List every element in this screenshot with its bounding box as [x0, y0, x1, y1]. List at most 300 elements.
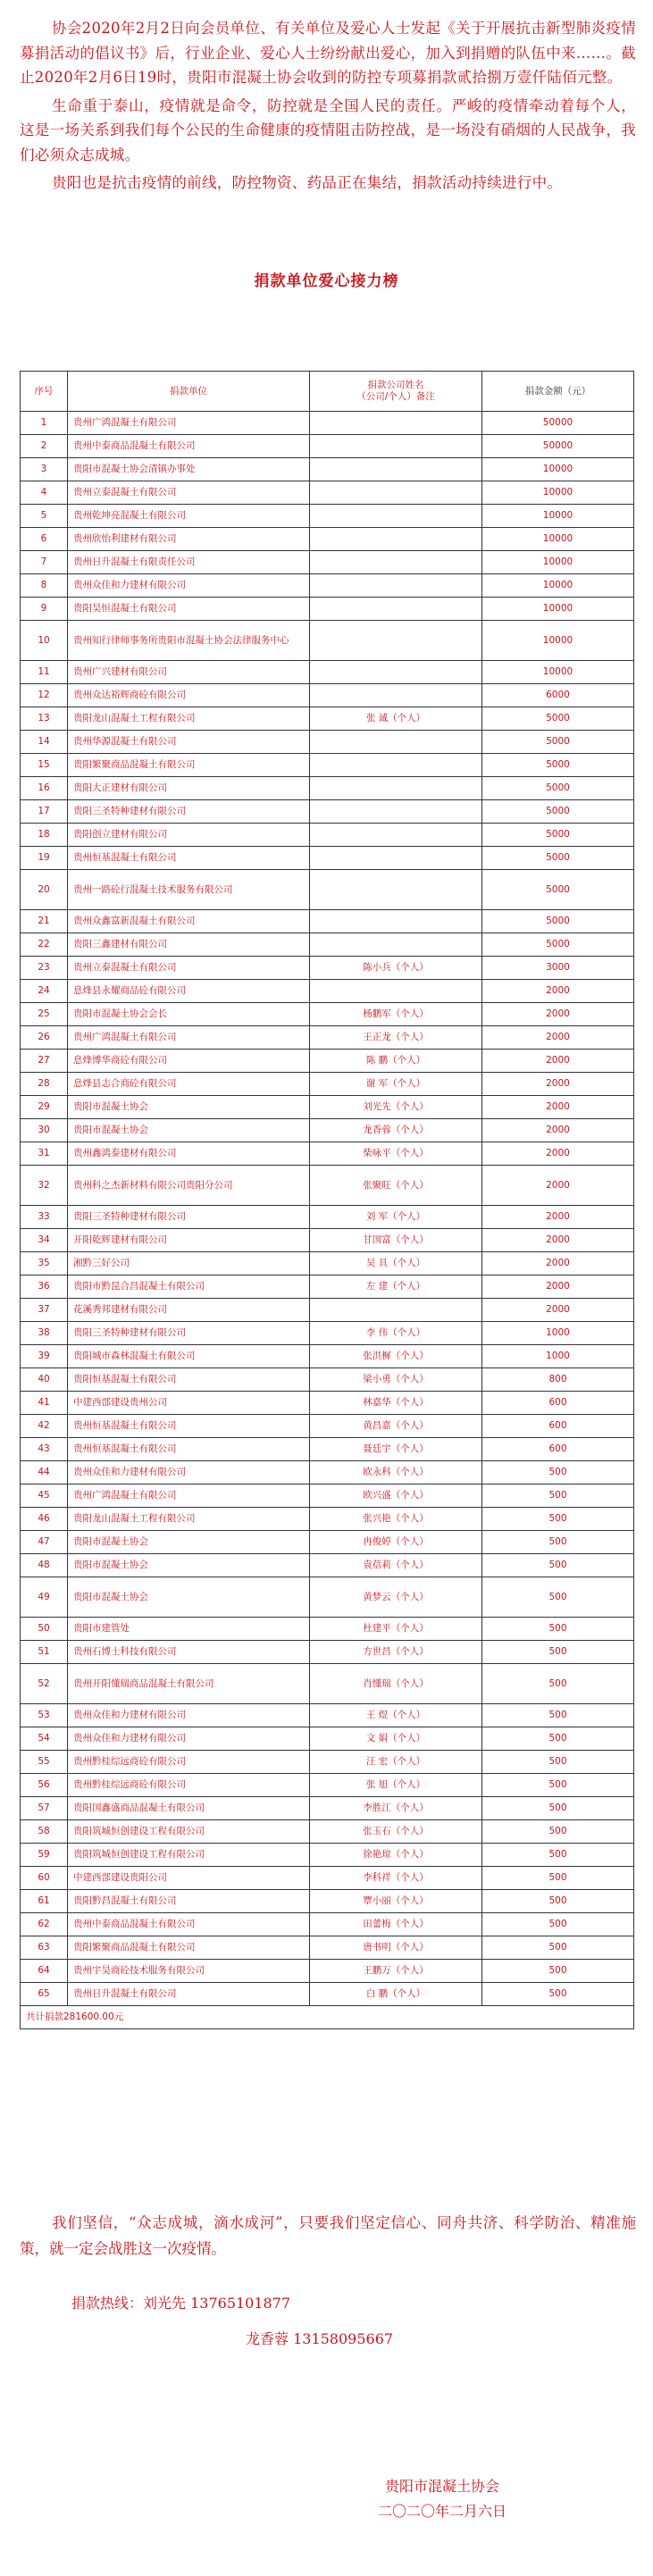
signature-date: 二〇二〇年二月六日: [377, 2503, 506, 2520]
row-donor-person: 陈小兵（个人）: [310, 957, 482, 980]
row-number: 23: [21, 957, 68, 980]
row-amount: 2000: [482, 1073, 634, 1096]
table-row: [21, 754, 634, 777]
row-donor-unit: 贵阳市混凝土协会会长: [68, 1003, 310, 1026]
table-row: [21, 933, 634, 957]
row-amount: 2000: [482, 1119, 634, 1142]
table-row: [21, 1415, 634, 1438]
row-number: 2: [21, 435, 68, 458]
row-donor-person: 陈 鹏（个人）: [310, 1050, 482, 1073]
row-donor-unit: 息烽县永耀商品砼有限公司: [68, 980, 310, 1003]
row-donor-unit: 息烽博华商砼有限公司: [68, 1050, 310, 1073]
table-row: [21, 1867, 634, 1890]
table-total-row: [21, 2006, 634, 2029]
row-number: 5: [21, 505, 68, 528]
row-amount: 5000: [482, 707, 634, 731]
row-donor-person: 林嘉华（个人）: [310, 1392, 482, 1415]
row-amount: 500: [482, 1751, 634, 1774]
row-donor-person: 李 伟（个人）: [310, 1322, 482, 1345]
row-amount: 2000: [482, 980, 634, 1003]
table-row: [21, 1322, 634, 1345]
row-donor-unit: 贵州广鸿混凝土有限公司: [68, 1485, 310, 1508]
signature-block: [353, 2474, 532, 2524]
row-donor-person: [310, 870, 482, 910]
row-amount: 5000: [482, 824, 634, 847]
row-donor-unit: 贵阳筑城恒创建设工程有限公司: [68, 1820, 310, 1844]
row-amount: 500: [482, 1797, 634, 1820]
row-number: 55: [21, 1751, 68, 1774]
row-amount: 500: [482, 1508, 634, 1531]
row-donor-unit: 贵阳三鑫建材有限公司: [68, 933, 310, 957]
row-amount: 500: [482, 1890, 634, 1913]
row-donor-unit: 贵州知行律师事务所贵阳市混凝土协会法律服务中心: [68, 621, 310, 661]
row-donor-person: 汪 宏（个人）: [310, 1751, 482, 1774]
row-donor-person: 谢 军（个人）: [310, 1073, 482, 1096]
row-amount: 2000: [482, 1003, 634, 1026]
row-amount: 2000: [482, 1142, 634, 1166]
hotline-contact-1: 刘光先 13765101877: [143, 2295, 291, 2312]
row-donor-person: 张洪樨（个人）: [310, 1345, 482, 1368]
row-donor-unit: 贵州宇昊商砼技术服务有限公司: [68, 1960, 310, 1983]
row-donor-person: [310, 777, 482, 800]
row-number: 49: [21, 1577, 68, 1618]
table-row: [21, 1206, 634, 1229]
row-number: 18: [21, 824, 68, 847]
row-number: 9: [21, 598, 68, 621]
row-amount: 500: [482, 1913, 634, 1936]
row-donor-unit: 贵州黔桂综远商砼有限公司: [68, 1751, 310, 1774]
row-number: 64: [21, 1960, 68, 1983]
row-number: 43: [21, 1438, 68, 1461]
table-row: [21, 1252, 634, 1275]
row-donor-person: [310, 824, 482, 847]
row-number: 19: [21, 847, 68, 870]
row-donor-unit: 贵阳市混凝土协会: [68, 1531, 310, 1554]
row-amount: 2000: [482, 1026, 634, 1050]
row-donor-unit: 贵州恒基混凝土有限公司: [68, 1438, 310, 1461]
row-number: 27: [21, 1050, 68, 1073]
row-donor-person: 欧永科（个人）: [310, 1461, 482, 1485]
row-donor-unit: 贵阳繁聚商品混凝土有限公司: [68, 1936, 310, 1960]
row-number: 4: [21, 481, 68, 505]
row-donor-person: 王 煜（个人）: [310, 1704, 482, 1727]
table-row: [21, 1727, 634, 1751]
row-donor-unit: 贵州一路砼行混凝土技术服务有限公司: [68, 870, 310, 910]
row-donor-person: 冉俊婷（个人）: [310, 1531, 482, 1554]
table-row: [21, 1983, 634, 2006]
row-amount: 10000: [482, 551, 634, 574]
row-amount: 500: [482, 1664, 634, 1704]
hotline-contact-2: 龙香蓉 13158095667: [246, 2330, 394, 2347]
table-row: [21, 1166, 634, 1206]
table-row: [21, 481, 634, 505]
header-person-line1: 捐款公司姓名: [367, 380, 424, 390]
row-donor-unit: 贵州欣怡利建材有限公司: [68, 528, 310, 551]
row-donor-unit: 贵阳国鑫盛商品混凝土有限公司: [68, 1797, 310, 1820]
row-number: 12: [21, 684, 68, 707]
donation-table: [20, 371, 634, 2029]
row-donor-person: [310, 754, 482, 777]
row-donor-person: [310, 731, 482, 754]
table-title: 捐款单位爱心接力榜: [254, 272, 399, 290]
row-donor-person: 白 鹏（个人）: [310, 1983, 482, 2006]
row-donor-person: 聂廷宇（个人）: [310, 1438, 482, 1461]
table-row: [21, 528, 634, 551]
row-number: 25: [21, 1003, 68, 1026]
row-donor-person: 张玉石（个人）: [310, 1820, 482, 1844]
table-row: [21, 957, 634, 980]
row-donor-unit: 贵州鑫鸿泰建材有限公司: [68, 1142, 310, 1166]
row-number: 62: [21, 1913, 68, 1936]
table-row: [21, 1142, 634, 1166]
row-amount: 1000: [482, 1322, 634, 1345]
row-number: 48: [21, 1554, 68, 1577]
row-amount: 2000: [482, 1275, 634, 1299]
row-number: 16: [21, 777, 68, 800]
row-donor-person: 袁蓓莉（个人）: [310, 1554, 482, 1577]
row-amount: 5000: [482, 870, 634, 910]
row-number: 26: [21, 1026, 68, 1050]
row-amount: 2000: [482, 1206, 634, 1229]
header-amount: 捐款金额（元）: [482, 372, 634, 412]
row-donor-unit: 贵州黔桂综远商砼有限公司: [68, 1774, 310, 1797]
row-donor-unit: 中建西部建设贵阳公司: [68, 1867, 310, 1890]
table-row: [21, 1003, 634, 1026]
row-amount: 500: [482, 1867, 634, 1890]
table-row: [21, 870, 634, 910]
intro-paragraph-3: 贵阳也是抗击疫情的前线，防控物资、药品正在集结，捐款活动持续进行中。: [52, 174, 563, 191]
row-amount: 5000: [482, 754, 634, 777]
row-donor-unit: 贵州广鸿混凝土有限公司: [68, 1026, 310, 1050]
table-row: [21, 621, 634, 661]
row-amount: 10000: [482, 505, 634, 528]
row-donor-person: 张 旭（个人）: [310, 1774, 482, 1797]
row-donor-person: 覃小丽（个人）: [310, 1890, 482, 1913]
row-amount: 500: [482, 1774, 634, 1797]
row-donor-person: 刘 军（个人）: [310, 1206, 482, 1229]
row-amount: 500: [482, 1485, 634, 1508]
row-amount: 3000: [482, 957, 634, 980]
row-donor-person: [310, 505, 482, 528]
row-amount: 6000: [482, 684, 634, 707]
total-amount: 共计捐款281600.00元: [21, 2006, 634, 2029]
row-number: 46: [21, 1508, 68, 1531]
table-row: [21, 574, 634, 598]
closing-text: 我们坚信，“众志成城，滴水成河”，只要我们坚定信心、同舟共济、科学防治、精准施策，就一定会战胜这一次疫情。: [20, 2214, 636, 2257]
row-number: 22: [21, 933, 68, 957]
table-row: [21, 1392, 634, 1415]
row-amount: 2000: [482, 1229, 634, 1252]
row-donor-person: 肖懂瑞（个人）: [310, 1664, 482, 1704]
row-donor-unit: 贵州中泰商品混凝土有限公司: [68, 1913, 310, 1936]
table-row: [21, 598, 634, 621]
table-row: [21, 412, 634, 435]
row-amount: 500: [482, 1960, 634, 1983]
table-row: [21, 1844, 634, 1867]
row-donor-unit: 贵州恒基混凝土有限公司: [68, 847, 310, 870]
row-donor-unit: 贵阳龙山混凝土工程有限公司: [68, 707, 310, 731]
table-row: [21, 1664, 634, 1704]
row-donor-person: [310, 1299, 482, 1322]
table-row: [21, 1890, 634, 1913]
table-row: [21, 1960, 634, 1983]
row-donor-person: [310, 598, 482, 621]
row-donor-unit: 贵州恒基混凝土有限公司: [68, 1415, 310, 1438]
row-number: 63: [21, 1936, 68, 1960]
row-number: 36: [21, 1275, 68, 1299]
row-donor-person: 刘光先（个人）: [310, 1096, 482, 1119]
row-donor-unit: 贵阳三圣特种建材有限公司: [68, 1322, 310, 1345]
row-number: 56: [21, 1774, 68, 1797]
row-donor-person: 王正龙（个人）: [310, 1026, 482, 1050]
table-row: [21, 1751, 634, 1774]
row-donor-unit: 贵阳城市森林混凝土有限公司: [68, 1345, 310, 1368]
row-donor-person: [310, 980, 482, 1003]
table-row: [21, 1026, 634, 1050]
row-donor-person: [310, 800, 482, 824]
row-amount: 500: [482, 1618, 634, 1641]
row-number: 34: [21, 1229, 68, 1252]
row-donor-person: [310, 481, 482, 505]
table-row: [21, 1485, 634, 1508]
table-header-row: [21, 372, 634, 412]
row-donor-unit: 贵州石博士科技有限公司: [68, 1641, 310, 1664]
row-number: 21: [21, 910, 68, 933]
table-row: [21, 1073, 634, 1096]
row-amount: 500: [482, 1461, 634, 1485]
row-number: 11: [21, 661, 68, 684]
table-row: [21, 1820, 634, 1844]
row-donor-person: [310, 684, 482, 707]
row-donor-person: [310, 910, 482, 933]
row-donor-unit: 贵阳市混凝土协会: [68, 1096, 310, 1119]
row-number: 28: [21, 1073, 68, 1096]
row-amount: 500: [482, 1727, 634, 1751]
row-donor-unit: 花溪秀邦建材有限公司: [68, 1299, 310, 1322]
row-donor-unit: 贵州立泰混凝土有限公司: [68, 957, 310, 980]
row-donor-unit: 贵州华源混凝土有限公司: [68, 731, 310, 754]
row-donor-person: 吴 具（个人）: [310, 1252, 482, 1275]
row-number: 61: [21, 1890, 68, 1913]
row-donor-person: 张聚旺（个人）: [310, 1166, 482, 1206]
row-donor-person: 梁小勇（个人）: [310, 1368, 482, 1392]
row-amount: 10000: [482, 661, 634, 684]
table-row: [21, 1345, 634, 1368]
row-donor-unit: 开阳乾辉建材有限公司: [68, 1229, 310, 1252]
row-amount: 5000: [482, 777, 634, 800]
row-amount: 5000: [482, 910, 634, 933]
table-row: [21, 661, 634, 684]
row-donor-person: 文 娟（个人）: [310, 1727, 482, 1751]
row-donor-unit: 贵州众佳和力建材有限公司: [68, 1727, 310, 1751]
row-number: 51: [21, 1641, 68, 1664]
row-amount: 500: [482, 1983, 634, 2006]
row-donor-person: 左 建（个人）: [310, 1275, 482, 1299]
row-donor-person: [310, 435, 482, 458]
row-number: 58: [21, 1820, 68, 1844]
row-number: 42: [21, 1415, 68, 1438]
row-number: 38: [21, 1322, 68, 1345]
table-row: [21, 777, 634, 800]
signature-org: 贵阳市混凝土协会: [384, 2478, 499, 2495]
row-number: 29: [21, 1096, 68, 1119]
row-number: 40: [21, 1368, 68, 1392]
row-donor-person: 龙香蓉（个人）: [310, 1119, 482, 1142]
row-amount: 5000: [482, 731, 634, 754]
table-row: [21, 980, 634, 1003]
table-row: [21, 435, 634, 458]
row-donor-unit: 贵州众达裕辉商砼有限公司: [68, 684, 310, 707]
row-donor-person: 田蕾梅（个人）: [310, 1913, 482, 1936]
row-amount: 500: [482, 1820, 634, 1844]
table-row: [21, 1531, 634, 1554]
row-donor-unit: 贵阳三圣特种建材有限公司: [68, 1206, 310, 1229]
row-amount: 10000: [482, 458, 634, 481]
row-amount: 2000: [482, 1050, 634, 1073]
row-donor-unit: 贵州科之杰新材料有限公司贵阳分公司: [68, 1166, 310, 1206]
row-donor-unit: 贵州日升混凝土有限公司: [68, 1983, 310, 2006]
intro-section: [20, 16, 636, 199]
row-amount: 5000: [482, 933, 634, 957]
row-number: 50: [21, 1618, 68, 1641]
row-donor-unit: 贵阳恒基混凝土有限公司: [68, 1368, 310, 1392]
row-donor-person: 王鹏万（个人）: [310, 1960, 482, 1983]
row-number: 32: [21, 1166, 68, 1206]
table-row: [21, 847, 634, 870]
row-donor-unit: 贵州众佳和力建材有限公司: [68, 1461, 310, 1485]
table-row: [21, 1577, 634, 1618]
row-donor-unit: 贵阳创立建材有限公司: [68, 824, 310, 847]
row-donor-person: 徐艳琼（个人）: [310, 1844, 482, 1867]
row-number: 44: [21, 1461, 68, 1485]
row-amount: 50000: [482, 435, 634, 458]
row-number: 15: [21, 754, 68, 777]
row-amount: 5000: [482, 847, 634, 870]
row-donor-person: 柴咏平（个人）: [310, 1142, 482, 1166]
row-amount: 5000: [482, 800, 634, 824]
row-number: 8: [21, 574, 68, 598]
row-number: 53: [21, 1704, 68, 1727]
row-amount: 1000: [482, 1345, 634, 1368]
row-number: 39: [21, 1345, 68, 1368]
table-row: [21, 824, 634, 847]
table-row: [21, 1913, 634, 1936]
table-row: [21, 458, 634, 481]
row-donor-person: 唐书明（个人）: [310, 1936, 482, 1960]
row-number: 33: [21, 1206, 68, 1229]
row-donor-person: [310, 661, 482, 684]
row-donor-unit: 贵阳筑城恒创建设工程有限公司: [68, 1844, 310, 1867]
row-number: 31: [21, 1142, 68, 1166]
row-number: 30: [21, 1119, 68, 1142]
row-amount: 50000: [482, 412, 634, 435]
row-number: 41: [21, 1392, 68, 1415]
row-donor-unit: 贵阳三圣特种建材有限公司: [68, 800, 310, 824]
row-amount: 600: [482, 1415, 634, 1438]
row-number: 10: [21, 621, 68, 661]
row-amount: 2000: [482, 1166, 634, 1206]
row-donor-person: 李科祥（个人）: [310, 1867, 482, 1890]
row-amount: 800: [482, 1368, 634, 1392]
row-donor-unit: 贵州众佳和力建材有限公司: [68, 1704, 310, 1727]
table-row: [21, 1096, 634, 1119]
row-donor-unit: 贵州立泰混凝土有限公司: [68, 481, 310, 505]
hotline-label: 捐款热线：: [71, 2295, 144, 2312]
row-amount: 2000: [482, 1299, 634, 1322]
table-row: [21, 1275, 634, 1299]
row-number: 52: [21, 1664, 68, 1704]
table-row: [21, 1936, 634, 1960]
row-number: 20: [21, 870, 68, 910]
row-amount: 600: [482, 1438, 634, 1461]
row-donor-unit: 贵阳市混凝土协会: [68, 1119, 310, 1142]
row-donor-person: [310, 933, 482, 957]
row-donor-unit: 贵阳大正建材有限公司: [68, 777, 310, 800]
row-number: 60: [21, 1867, 68, 1890]
row-donor-person: 张兴艳（个人）: [310, 1508, 482, 1531]
row-donor-unit: 贵阳龙山混凝土工程有限公司: [68, 1508, 310, 1531]
row-donor-person: [310, 551, 482, 574]
table-row: [21, 1438, 634, 1461]
row-amount: 500: [482, 1554, 634, 1577]
table-row: [21, 1368, 634, 1392]
row-donor-unit: 贵州开阳懂瑞商品混凝土有限公司: [68, 1664, 310, 1704]
row-donor-person: 黄梦云（个人）: [310, 1577, 482, 1618]
row-donor-unit: 贵阳市混凝土协会: [68, 1554, 310, 1577]
row-amount: 500: [482, 1531, 634, 1554]
row-amount: 600: [482, 1392, 634, 1415]
intro-paragraph-1: 协会2020年2月2日向会员单位、有关单位及爱心人士发起《关于开展抗击新型肺炎疫情募捐活动的倡议书》后，行业企业、爱心人士纷纷献出爱心，加入到捐赠的队伍中来……。截止2020年2月6日19时，贵阳市混凝土协会收到的防控专项募捐款贰拾捌万壹仟陆佰元整。: [20, 20, 636, 86]
row-donor-person: 李胜江（个人）: [310, 1797, 482, 1820]
row-number: 3: [21, 458, 68, 481]
row-number: 54: [21, 1727, 68, 1751]
table-row: [21, 1618, 634, 1641]
row-donor-unit: 贵阳市混凝土协会: [68, 1577, 310, 1618]
row-donor-unit: 贵阳市黔昆合昌混凝土有限公司: [68, 1275, 310, 1299]
row-amount: 10000: [482, 481, 634, 505]
row-number: 65: [21, 1983, 68, 2006]
row-amount: 500: [482, 1641, 634, 1664]
row-donor-person: 杜建平（个人）: [310, 1618, 482, 1641]
header-person-line2: （公司/个人）备注: [356, 391, 435, 402]
row-donor-person: 杨鹏军（个人）: [310, 1003, 482, 1026]
row-number: 7: [21, 551, 68, 574]
table-row: [21, 1508, 634, 1531]
table-row: [21, 1554, 634, 1577]
row-donor-unit: 贵州众鑫富新混凝土有限公司: [68, 910, 310, 933]
row-donor-unit: 贵州众佳和力建材有限公司: [68, 574, 310, 598]
row-donor-unit: 贵州中泰商品混凝土有限公司: [68, 435, 310, 458]
row-donor-unit: 贵州广兴建材有限公司: [68, 661, 310, 684]
table-row: [21, 1119, 634, 1142]
row-donor-unit: 中建西部建设贵州公司: [68, 1392, 310, 1415]
header-unit: 捐款单位: [68, 372, 310, 412]
row-donor-person: [310, 458, 482, 481]
header-person: [310, 372, 482, 412]
row-donor-person: 张 诚（个人）: [310, 707, 482, 731]
table-row: [21, 1774, 634, 1797]
hotline-line-1: [71, 2294, 290, 2313]
row-donor-unit: 贵阳市混凝土协会清镇办事处: [68, 458, 310, 481]
header-no: 序号: [21, 372, 68, 412]
row-donor-person: 方世昌（个人）: [310, 1641, 482, 1664]
row-amount: 500: [482, 1704, 634, 1727]
row-donor-person: 甘国富（个人）: [310, 1229, 482, 1252]
row-donor-person: 欧兴盛（个人）: [310, 1485, 482, 1508]
row-amount: 2000: [482, 1096, 634, 1119]
row-amount: 500: [482, 1577, 634, 1618]
row-number: 14: [21, 731, 68, 754]
